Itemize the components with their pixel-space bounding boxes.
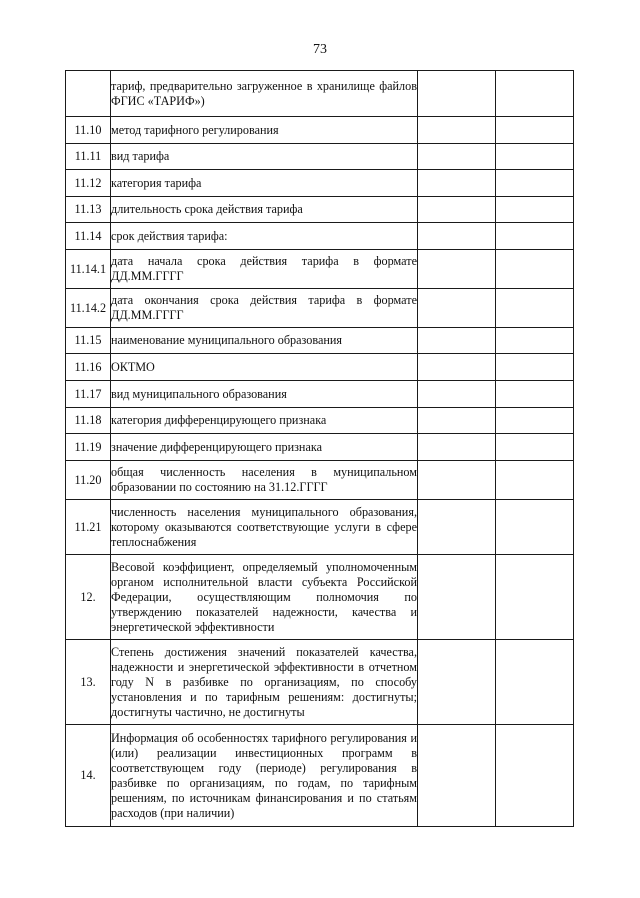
row-number: 11.14.1	[66, 250, 111, 289]
row-description: общая численность населения в муниципальном образовании по состоянию на 31.12.ГГГГ	[111, 461, 418, 500]
row-number: 11.18	[66, 408, 111, 434]
row-number: 11.19	[66, 434, 111, 461]
empty-cell	[496, 381, 574, 408]
row-number: 11.20	[66, 461, 111, 500]
row-number	[66, 71, 111, 117]
empty-cell	[418, 223, 496, 250]
row-number: 11.21	[66, 500, 111, 555]
table-row	[66, 434, 574, 461]
row-number: 11.14	[66, 223, 111, 250]
table-row	[66, 289, 574, 328]
empty-cell	[418, 71, 496, 117]
row-description: вид муниципального образования	[111, 381, 418, 408]
empty-cell	[418, 640, 496, 725]
empty-cell	[496, 170, 574, 197]
table-row	[66, 71, 574, 117]
row-number: 11.17	[66, 381, 111, 408]
row-number: 11.10	[66, 117, 111, 144]
empty-cell	[418, 117, 496, 144]
table-row	[66, 250, 574, 289]
row-number: 13.	[66, 640, 111, 725]
row-number: 11.16	[66, 354, 111, 381]
row-number: 11.15	[66, 328, 111, 354]
empty-cell	[496, 434, 574, 461]
empty-cell	[418, 250, 496, 289]
table-row	[66, 408, 574, 434]
empty-cell	[496, 289, 574, 328]
row-description: численность населения муниципального образования, которому оказываются соответствующие услуги в сфере теплоснабжения	[111, 500, 418, 555]
empty-cell	[496, 354, 574, 381]
empty-cell	[496, 725, 574, 827]
empty-cell	[496, 117, 574, 144]
empty-cell	[418, 461, 496, 500]
table-row	[66, 381, 574, 408]
row-number: 11.11	[66, 144, 111, 170]
table-row	[66, 223, 574, 250]
row-description: Информация об особенностях тарифного регулирования и (или) реализации инвестиционных программ в соответствующем году (периоде) регулирования в разбивке по организациям, по годам, по тарифным решениям, по источникам финансирования и по статьям расходов (при наличии)	[111, 725, 418, 827]
empty-cell	[496, 408, 574, 434]
row-description: дата окончания срока действия тарифа в формате ДД.ММ.ГГГГ	[111, 289, 418, 328]
row-description: Весовой коэффициент, определяемый уполномоченным органом исполнительной власти субъекта Российской Федерации, осуществляющим полномочия по утверждению показателей надежности, качества и энергетической эффективности	[111, 555, 418, 640]
empty-cell	[496, 197, 574, 223]
row-description: категория дифференцирующего признака	[111, 408, 418, 434]
table-row	[66, 354, 574, 381]
empty-cell	[496, 555, 574, 640]
empty-cell	[418, 555, 496, 640]
table-row	[66, 500, 574, 555]
row-description: тариф, предварительно загруженное в хранилище файлов ФГИС «ТАРИФ»)	[111, 71, 418, 117]
empty-cell	[496, 250, 574, 289]
row-description: дата начала срока действия тарифа в формате ДД.ММ.ГГГГ	[111, 250, 418, 289]
table-row	[66, 640, 574, 725]
row-description: значение дифференцирующего признака	[111, 434, 418, 461]
empty-cell	[418, 408, 496, 434]
row-number: 11.13	[66, 197, 111, 223]
table-row	[66, 197, 574, 223]
table-row	[66, 461, 574, 500]
row-number: 11.14.2	[66, 289, 111, 328]
empty-cell	[418, 434, 496, 461]
empty-cell	[418, 328, 496, 354]
page-number: 73	[313, 42, 327, 57]
row-description: срок действия тарифа:	[111, 223, 418, 250]
empty-cell	[496, 328, 574, 354]
empty-cell	[496, 500, 574, 555]
row-description: Степень достижения значений показателей качества, надежности и энергетической эффективности в отчетном году N в разбивке по организациям, по способу установления и по тарифным решениям: достигнуты; достигнуты частично, не достигнуты	[111, 640, 418, 725]
empty-cell	[418, 170, 496, 197]
row-number: 11.12	[66, 170, 111, 197]
row-description: ОКТМО	[111, 354, 418, 381]
indicator-table	[65, 70, 574, 827]
row-description: категория тарифа	[111, 170, 418, 197]
empty-cell	[418, 197, 496, 223]
empty-cell	[418, 381, 496, 408]
row-number: 14.	[66, 725, 111, 827]
empty-cell	[418, 354, 496, 381]
empty-cell	[496, 640, 574, 725]
table-row	[66, 555, 574, 640]
row-description: длительность срока действия тарифа	[111, 197, 418, 223]
row-description: метод тарифного регулирования	[111, 117, 418, 144]
empty-cell	[418, 144, 496, 170]
table-row	[66, 725, 574, 827]
table-row	[66, 170, 574, 197]
empty-cell	[496, 223, 574, 250]
empty-cell	[496, 461, 574, 500]
row-description: вид тарифа	[111, 144, 418, 170]
empty-cell	[418, 725, 496, 827]
row-number: 12.	[66, 555, 111, 640]
table-row	[66, 117, 574, 144]
empty-cell	[418, 500, 496, 555]
table-row	[66, 328, 574, 354]
table-body	[66, 71, 574, 827]
empty-cell	[496, 71, 574, 117]
empty-cell	[418, 289, 496, 328]
empty-cell	[496, 144, 574, 170]
table-row	[66, 144, 574, 170]
row-description: наименование муниципального образования	[111, 328, 418, 354]
